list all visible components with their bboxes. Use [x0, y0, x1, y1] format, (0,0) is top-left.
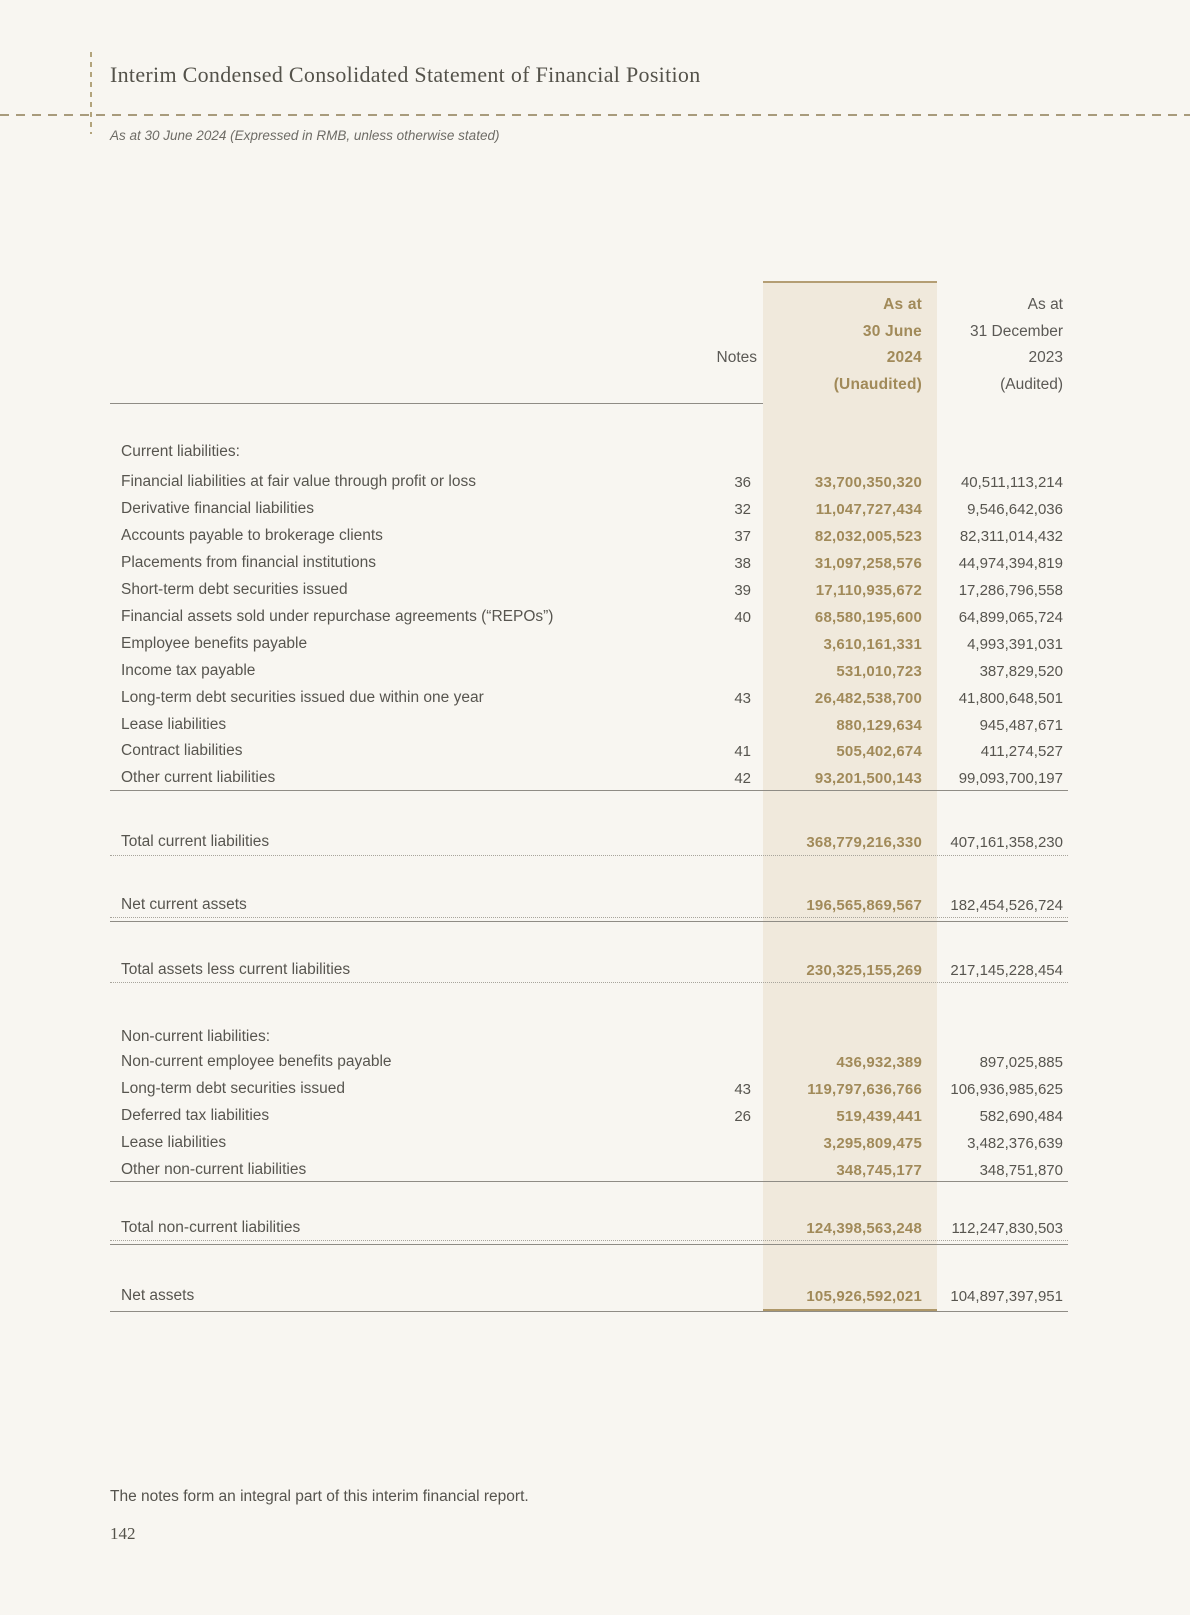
table-row: Contract liabilities 41 505,402,674 411,274,527	[110, 738, 1068, 764]
value-2024: 33,700,350,320	[814, 473, 922, 491]
vertical-dashed-divider	[90, 52, 92, 134]
dotted-rule	[110, 982, 1068, 983]
page-subtitle: As at 30 June 2024 (Expressed in RMB, unless otherwise stated)	[110, 128, 500, 143]
value-2023: 3,482,376,639	[967, 1134, 1063, 1152]
value-2023: 4,993,391,031	[967, 635, 1063, 653]
note-ref: 32	[734, 500, 751, 518]
value-2023: 44,974,394,819	[958, 554, 1063, 572]
value-2024: 119,797,636,766	[807, 1080, 922, 1098]
dotted-rule	[110, 1240, 1068, 1241]
table-row: Derivative financial liabilities 32 11,047,727,434 9,546,642,036	[110, 496, 1068, 522]
dotted-rule	[110, 917, 1068, 918]
value-2023: 82,311,014,432	[959, 527, 1063, 545]
value-2024: 93,201,500,143	[814, 769, 922, 787]
col-2023-year: 2023	[1028, 349, 1063, 366]
value-2024: 519,439,441	[836, 1107, 922, 1125]
value-2024: 531,010,723	[836, 662, 922, 680]
value-2024: 68,580,195,600	[814, 608, 922, 626]
footer-note: The notes form an integral part of this interim financial report.	[110, 1488, 529, 1505]
total-row-current-liabilities: Total current liabilities 368,779,216,330 407,161,358,230	[110, 829, 1068, 855]
value-2024: 196,565,869,567	[806, 896, 922, 914]
table-row: Employee benefits payable 3,610,161,331 4,993,391,031	[110, 631, 1068, 657]
total-row-net-assets: Net assets 105,926,592,021 104,897,397,951	[110, 1283, 1068, 1309]
total-row-non-current-liabilities: Total non-current liabilities 124,398,563,248 112,247,830,503	[110, 1215, 1068, 1241]
table-header-line-4	[110, 372, 1068, 398]
col-2024-year: 2024	[886, 349, 922, 366]
value-2023: 9,546,642,036	[967, 500, 1063, 518]
section-rule	[110, 1244, 1068, 1245]
table-header-line-3	[110, 345, 1068, 371]
value-2023: 945,487,671	[979, 716, 1063, 734]
total-row-net-current-assets: Net current assets 196,565,869,567 182,454,526,724	[110, 892, 1068, 918]
table-row: Deferred tax liabilities 26 519,439,441 582,690,484	[110, 1103, 1068, 1129]
value-2024: 17,110,935,672	[815, 581, 922, 599]
section-heading-non-current-liabilities: Non-current liabilities:	[121, 1028, 271, 1045]
value-2023: 99,093,700,197	[958, 769, 1063, 787]
value-2023: 407,161,358,230	[950, 833, 1063, 851]
value-2024: 82,032,005,523	[814, 527, 922, 545]
table-header-line-2	[110, 319, 1068, 345]
value-2024: 124,398,563,248	[806, 1219, 922, 1237]
note-ref: 38	[734, 554, 751, 572]
value-2023: 897,025,885	[979, 1053, 1063, 1071]
section-rule	[110, 1181, 1068, 1182]
value-2023: 41,800,648,501	[958, 689, 1063, 707]
value-2023: 64,899,065,724	[958, 608, 1063, 626]
value-2023: 104,897,397,951	[950, 1287, 1063, 1305]
value-2024: 368,779,216,330	[806, 833, 922, 851]
page-title: Interim Condensed Consolidated Statement of Financial Position	[110, 62, 701, 87]
table-row: Financial assets sold under repurchase agreements (“REPOs”) 40 68,580,195,600 64,899,065,724	[110, 604, 1068, 630]
total-row-assets-less-current-liabilities: Total assets less current liabilities 230,325,155,269 217,145,228,454	[110, 957, 1068, 983]
table-row: Placements from financial institutions 38 31,097,258,576 44,974,394,819	[110, 550, 1068, 576]
value-2024: 505,402,674	[836, 742, 922, 760]
value-2023: 40,511,113,214	[960, 473, 1063, 491]
value-2024: 11,047,727,434	[815, 500, 922, 518]
value-2024: 348,745,177	[836, 1161, 922, 1179]
value-2023: 17,286,796,558	[958, 581, 1063, 599]
value-2024: 436,932,389	[836, 1053, 922, 1071]
col-2024-date: 30 June	[862, 323, 922, 340]
col-2023-date: 31 December	[969, 323, 1063, 340]
note-ref: 43	[734, 1080, 751, 1098]
value-2023: 582,690,484	[979, 1107, 1063, 1125]
table-row: Other current liabilities 42 93,201,500,143 99,093,700,197	[110, 765, 1068, 791]
table-bottom-rule	[110, 1311, 1068, 1312]
value-2023: 348,751,870	[979, 1161, 1063, 1179]
value-2024: 105,926,592,021	[806, 1287, 922, 1305]
table-row: Lease liabilities 880,129,634 945,487,671	[110, 712, 1068, 738]
value-2023: 112,247,830,503	[951, 1219, 1063, 1237]
page-number: 142	[110, 1524, 136, 1543]
note-ref: 41	[734, 742, 751, 760]
value-2023: 387,829,520	[979, 662, 1063, 680]
value-2024: 26,482,538,700	[814, 689, 922, 707]
notes-column-header: Notes	[716, 349, 757, 366]
table-row: Long-term debt securities issued due within one year 43 26,482,538,700 41,800,648,501	[110, 685, 1068, 711]
col-2024-asat: As at	[883, 296, 922, 313]
header-rule	[110, 403, 763, 404]
table-row: Financial liabilities at fair value through profit or loss 36 33,700,350,320 40,511,113,214	[110, 469, 1068, 495]
note-ref: 37	[734, 527, 751, 545]
table-row: Accounts payable to brokerage clients 37 82,032,005,523 82,311,014,432	[110, 523, 1068, 549]
col-2023-audit-status: (Audited)	[1000, 376, 1063, 393]
table-row: Income tax payable 531,010,723 387,829,520	[110, 658, 1068, 684]
note-ref: 36	[734, 473, 751, 491]
table-row: Other non-current liabilities 348,745,177 348,751,870	[110, 1157, 1068, 1183]
note-ref: 39	[734, 581, 751, 599]
value-2024: 3,610,161,331	[823, 635, 922, 653]
col-2024-audit-status: (Unaudited)	[833, 376, 922, 393]
note-ref: 40	[734, 608, 751, 626]
value-2024: 880,129,634	[836, 716, 922, 734]
value-2024: 3,295,809,475	[823, 1134, 922, 1152]
table-row: Non-current employee benefits payable 436,932,389 897,025,885	[110, 1049, 1068, 1075]
section-rule	[110, 921, 1068, 922]
table-row: Lease liabilities 3,295,809,475 3,482,376,639	[110, 1130, 1068, 1156]
table-row: Long-term debt securities issued 43 119,797,636,766 106,936,985,625	[110, 1076, 1068, 1102]
value-2023: 411,274,527	[980, 742, 1063, 760]
value-2023: 106,936,985,625	[950, 1080, 1063, 1098]
note-ref: 43	[734, 689, 751, 707]
value-2023: 217,145,228,454	[950, 961, 1063, 979]
value-2024: 230,325,155,269	[806, 961, 922, 979]
value-2023: 182,454,526,724	[950, 896, 1063, 914]
dotted-rule	[110, 855, 1068, 856]
horizontal-dashed-divider	[0, 114, 1190, 116]
note-ref: 42	[734, 769, 751, 787]
section-heading-current-liabilities: Current liabilities:	[121, 443, 240, 460]
table-row: Short-term debt securities issued 39 17,110,935,672 17,286,796,558	[110, 577, 1068, 603]
section-rule	[110, 790, 1068, 791]
table-header-line-1	[110, 292, 1068, 318]
col-2023-asat: As at	[1027, 296, 1063, 313]
value-2024: 31,097,258,576	[814, 554, 922, 572]
note-ref: 26	[734, 1107, 751, 1125]
